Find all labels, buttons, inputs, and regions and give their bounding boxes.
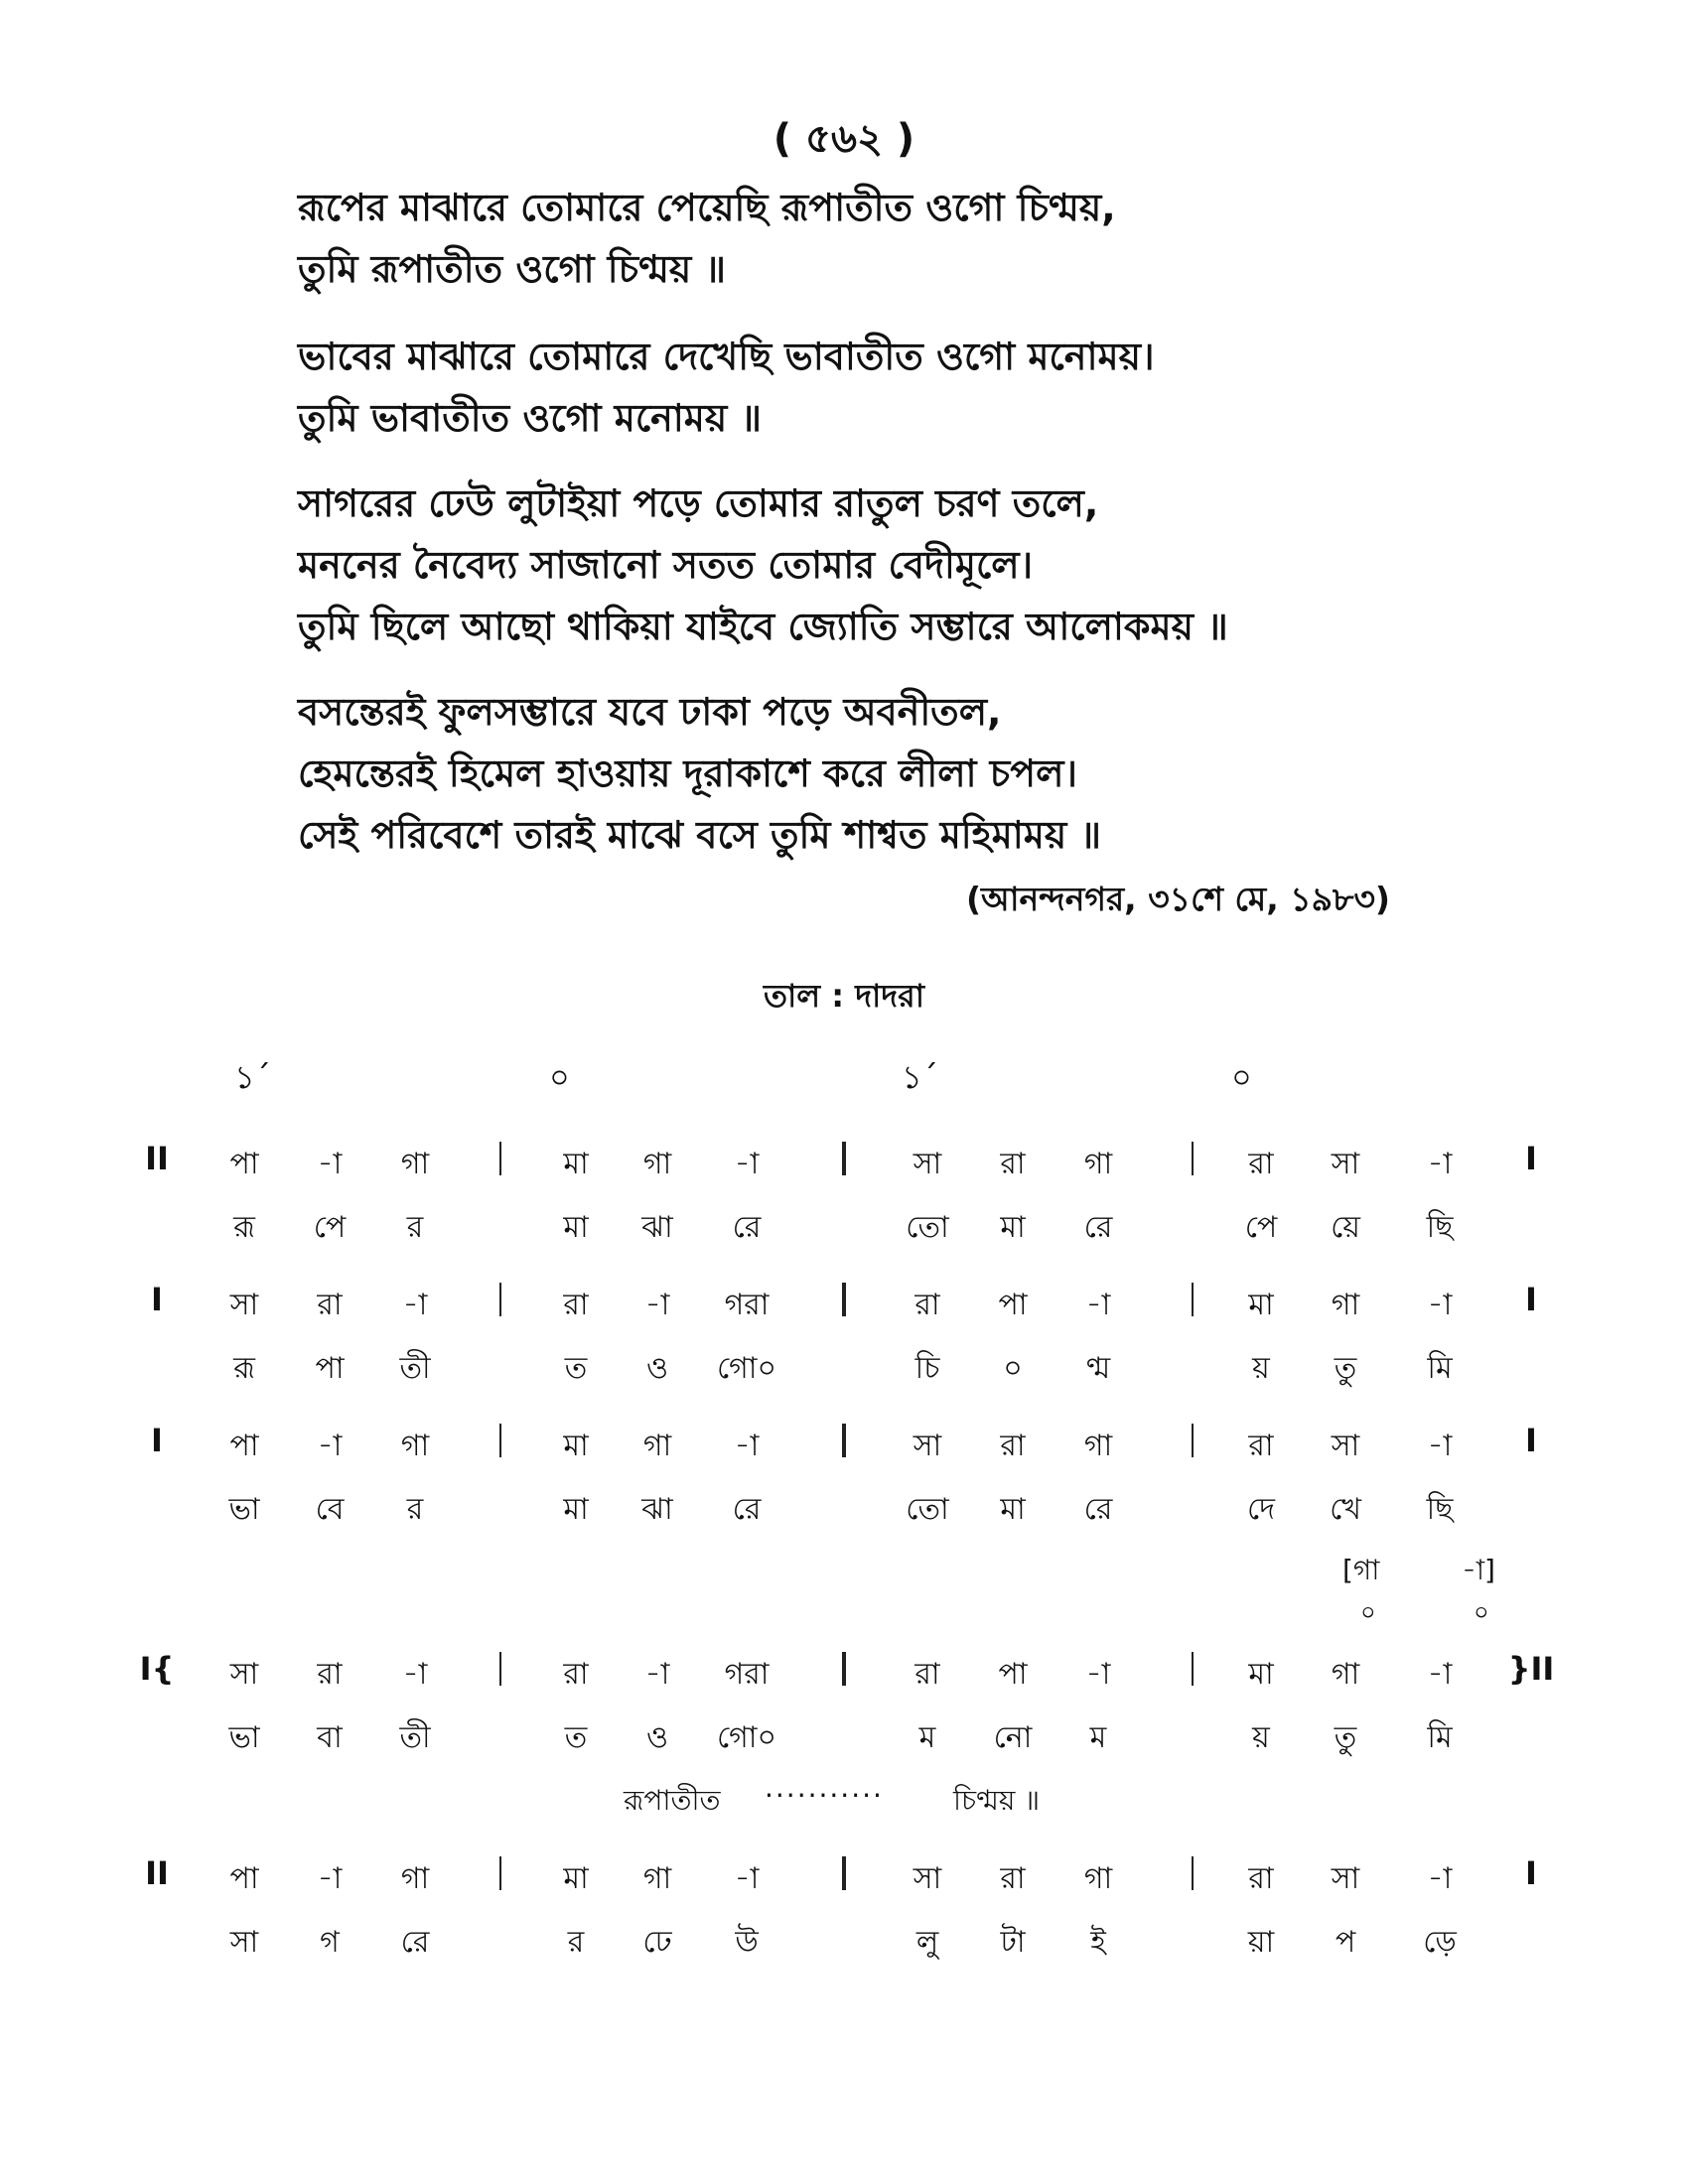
note-cell: -া (402, 1288, 428, 1322)
note-cell: পা (229, 1429, 259, 1463)
note-cell: গা (1083, 1147, 1113, 1181)
alternate-beat: ০ (1474, 1598, 1489, 1626)
note-cell: গা (642, 1429, 672, 1463)
notation-row (0, 1281, 1688, 1328)
notation-row (0, 1140, 1688, 1187)
note-cell: -া (644, 1288, 670, 1322)
lyric-syllable: তী (399, 1351, 431, 1386)
note-cell: পা (229, 1147, 259, 1181)
bar-start-mark: II (145, 1140, 169, 1177)
lyric-syllable: তী (399, 1720, 431, 1755)
note-cell: -া (317, 1147, 343, 1181)
stanza-4 (298, 681, 1101, 866)
lyric-syllable: চি (914, 1351, 940, 1386)
note-cell: সা (913, 1861, 942, 1896)
note-cell: -া (402, 1657, 428, 1692)
note-cell: মা (1248, 1657, 1274, 1692)
lyric-syllable: গো০ (716, 1351, 777, 1386)
lyric-syllable: ঢে (642, 1925, 672, 1960)
lyric-syllable: মা (1000, 1492, 1026, 1527)
lyric-syllable: ও (645, 1720, 669, 1755)
alternate-beat: ০ (1360, 1598, 1376, 1626)
note-cell: -া (734, 1861, 760, 1896)
note-cell: -া (1085, 1657, 1111, 1692)
note-cell: গা (1331, 1288, 1360, 1322)
note-cell: -া (1427, 1429, 1453, 1463)
note-cell: -া (1427, 1147, 1453, 1181)
bar-end-mark: I (1525, 1281, 1537, 1318)
note-cell: -া (1427, 1861, 1453, 1896)
beat-marker: ০ (549, 1058, 570, 1096)
lyric-syllable: মা (563, 1210, 589, 1245)
lyric-syllable: য় (1252, 1720, 1270, 1755)
lyric-syllable: পে (313, 1210, 347, 1245)
note-cell: মা (563, 1429, 589, 1463)
note-cell: সা (1331, 1429, 1360, 1463)
lyric-syllable: লু (915, 1925, 939, 1960)
stanza-2 (298, 326, 1155, 449)
beat-bar (1192, 1283, 1194, 1316)
lyric-line: তুমি রূপাতীত ওগো চিণ্ময় ॥ (298, 247, 727, 291)
note-cell: গা (400, 1147, 430, 1181)
section-bar (842, 1283, 846, 1316)
lyric-syllable: দে (1247, 1492, 1275, 1527)
note-cell: গরা (724, 1657, 770, 1692)
lyric-line: রূপের মাঝারে তোমারে পেয়েছি রূপাতীত ওগো চিণ্ময়, (298, 186, 1116, 229)
note-cell: সা (913, 1429, 942, 1463)
tala-label: তাল : দাদরা (764, 977, 924, 1015)
refrain-end: চিণ্ময় ॥ (953, 1784, 1041, 1817)
lyric-syllable: ভা (228, 1720, 260, 1755)
bar-end-mark: }II (1507, 1650, 1555, 1688)
stanza-3 (298, 473, 1228, 657)
composition-date: (আনন্দনগর, ৩১শে মে, ১৯৮৩) (965, 880, 1390, 918)
notation-row (0, 1854, 1688, 1902)
lyric-syllable-row (0, 1485, 1688, 1533)
alternate-note: [গা (1342, 1554, 1380, 1586)
beat-bar (499, 1283, 501, 1316)
stanza-1 (298, 177, 1116, 300)
beat-bar (1192, 1424, 1194, 1457)
lyric-syllable: তু (1334, 1720, 1357, 1755)
lyric-syllable: প (1335, 1925, 1356, 1960)
note-cell: মা (1248, 1288, 1274, 1322)
lyric-syllable: ত (564, 1351, 588, 1386)
bar-start-mark: I (151, 1422, 163, 1459)
note-cell: মা (563, 1861, 589, 1896)
note-cell: সা (1331, 1861, 1360, 1896)
lyric-syllable: ড়ে (1423, 1925, 1457, 1960)
lyric-syllable: রে (732, 1492, 762, 1527)
section-bar (842, 1856, 846, 1890)
note-cell: রা (914, 1288, 940, 1322)
note-cell: পা (998, 1288, 1028, 1322)
note-cell: -া (734, 1429, 760, 1463)
section-bar (842, 1652, 846, 1686)
lyric-syllable: টা (1000, 1925, 1026, 1960)
lyric-syllable: র (406, 1210, 424, 1245)
note-cell: গা (1331, 1657, 1360, 1692)
lyric-syllable: নো (993, 1720, 1033, 1755)
lyric-syllable: ম (918, 1720, 936, 1755)
lyric-syllable-row (0, 1344, 1688, 1392)
note-cell: -া (317, 1429, 343, 1463)
bar-start-mark: I (151, 1281, 163, 1318)
note-cell: -া (317, 1861, 343, 1896)
lyric-line: হেমন্তেরই হিমেল হাওয়ায় দূরাকাশে করে লীলা চপল। (298, 751, 1077, 795)
lyric-syllable: ঝা (641, 1210, 673, 1245)
lyric-syllable: র (406, 1492, 424, 1527)
note-cell: -া (1085, 1288, 1111, 1322)
bar-end-mark: I (1525, 1854, 1537, 1892)
note-cell: -া (644, 1657, 670, 1692)
note-cell: সা (229, 1288, 259, 1322)
note-cell: সা (913, 1147, 942, 1181)
lyric-syllable: রূ (233, 1210, 255, 1245)
lyric-syllable: বা (317, 1720, 343, 1755)
beat-bar (499, 1142, 501, 1175)
beat-bar (499, 1652, 501, 1686)
lyric-syllable: ম (1089, 1720, 1107, 1755)
bar-start-mark: II (145, 1854, 169, 1892)
lyric-syllable: রে (400, 1925, 430, 1960)
lyric-line: মননের নৈবেদ্য সাজানো সতত তোমার বেদীমূলে। (298, 543, 1034, 587)
notation-row (0, 1650, 1688, 1698)
note-cell: গরা (724, 1288, 770, 1322)
refrain-start: রূপাতীত (624, 1784, 721, 1817)
lyric-syllable: তো (906, 1492, 949, 1527)
note-cell: রা (317, 1288, 343, 1322)
lyric-line: বসন্তেরই ফুলসম্ভারে যবে ঢাকা পড়ে অবনীতল, (298, 690, 1002, 734)
beat-bar (1192, 1856, 1194, 1890)
note-cell: -া (1427, 1657, 1453, 1692)
lyric-syllable: রে (732, 1210, 762, 1245)
lyric-syllable: মা (563, 1492, 589, 1527)
bar-end-mark: I (1525, 1140, 1537, 1177)
lyric-syllable: মি (1427, 1351, 1453, 1386)
note-cell: রা (1248, 1147, 1274, 1181)
note-cell: রা (563, 1657, 589, 1692)
lyric-line: সেই পরিবেশে তারই মাঝে বসে তুমি শাশ্বত মহিমাময় ॥ (298, 813, 1101, 857)
lyric-line: তুমি ছিলে আছো থাকিয়া যাইবে জ্যোতি সম্ভারে আলোকময় ॥ (298, 605, 1228, 648)
note-cell: গা (642, 1147, 672, 1181)
lyric-syllable: ভা (228, 1492, 260, 1527)
lyric-syllable: ণ্ম (1085, 1351, 1111, 1386)
page-number: ( ৫৬২ ) (773, 116, 915, 162)
refrain-dots: ··········· (765, 1779, 884, 1812)
lyric-syllable: ছি (1426, 1492, 1454, 1527)
lyric-syllable: ও (645, 1351, 669, 1386)
lyric-syllable: ই (1090, 1925, 1106, 1960)
lyric-syllable: ০ (1003, 1351, 1023, 1386)
beat-bar (1192, 1652, 1194, 1686)
beat-marker: ০ (1231, 1058, 1252, 1096)
lyric-syllable: তো (906, 1210, 949, 1245)
note-cell: পা (998, 1657, 1028, 1692)
lyric-syllable: পা (315, 1351, 345, 1386)
note-cell: রা (914, 1657, 940, 1692)
note-cell: রা (1248, 1861, 1274, 1896)
lyric-line: সাগরের ঢেউ লুটাইয়া পড়ে তোমার রাতুল চরণ তলে, (298, 481, 1099, 525)
section-bar (842, 1142, 846, 1175)
lyric-syllable: পে (1244, 1210, 1278, 1245)
beat-bar (499, 1424, 501, 1457)
lyric-syllable: ঝা (641, 1492, 673, 1527)
note-cell: রা (1000, 1147, 1026, 1181)
lyric-syllable: রে (1083, 1210, 1113, 1245)
note-cell: রা (1248, 1429, 1274, 1463)
lyric-syllable: ছি (1426, 1210, 1454, 1245)
lyric-syllable: তু (1334, 1351, 1357, 1386)
note-cell: রা (1000, 1429, 1026, 1463)
beat-marker: ১´ (234, 1058, 271, 1096)
lyric-syllable: গ (320, 1925, 340, 1960)
lyric-syllable: বে (315, 1492, 345, 1527)
note-cell: সা (1331, 1147, 1360, 1181)
bar-end-mark: I (1525, 1422, 1537, 1459)
note-cell: পা (229, 1861, 259, 1896)
lyric-syllable: রে (1083, 1492, 1113, 1527)
beat-bar (1192, 1142, 1194, 1175)
note-cell: -া (734, 1147, 760, 1181)
lyric-syllable: খে (1330, 1492, 1361, 1527)
lyric-syllable: য়া (1247, 1925, 1275, 1960)
note-cell: রা (563, 1288, 589, 1322)
beat-bar (499, 1856, 501, 1890)
lyric-syllable: রূ (233, 1351, 255, 1386)
lyric-syllable: উ (735, 1925, 759, 1960)
lyric-syllable: সা (229, 1925, 259, 1960)
note-cell: গা (1083, 1429, 1113, 1463)
lyric-syllable-row (0, 1713, 1688, 1761)
note-cell: রা (1000, 1861, 1026, 1896)
beat-marker: ১´ (902, 1058, 938, 1096)
lyric-syllable: র (567, 1925, 585, 1960)
note-cell: সা (229, 1657, 259, 1692)
lyric-line: ভাবের মাঝারে তোমারে দেখেছি ভাবাতীত ওগো মনোময়। (298, 335, 1155, 378)
note-cell: -া (1427, 1288, 1453, 1322)
note-cell: মা (563, 1147, 589, 1181)
note-cell: গা (1083, 1861, 1113, 1896)
note-cell: রা (317, 1657, 343, 1692)
lyric-syllable-row (0, 1918, 1688, 1966)
lyric-syllable: য়ে (1331, 1210, 1360, 1245)
notation-row (0, 1422, 1688, 1469)
section-bar (842, 1424, 846, 1457)
lyric-syllable: য় (1252, 1351, 1270, 1386)
lyric-line: তুমি ভাবাতীত ওগো মনোময় ॥ (298, 396, 763, 440)
lyric-syllable: গো০ (716, 1720, 777, 1755)
lyric-syllable: ত (564, 1720, 588, 1755)
note-cell: গা (400, 1861, 430, 1896)
note-cell: গা (400, 1429, 430, 1463)
lyric-syllable: মা (1000, 1210, 1026, 1245)
note-cell: গা (642, 1861, 672, 1896)
alternate-note: -া] (1462, 1554, 1495, 1586)
lyric-syllable-row (0, 1203, 1688, 1251)
lyric-syllable: মি (1427, 1720, 1453, 1755)
bar-start-mark: I{ (139, 1650, 175, 1688)
